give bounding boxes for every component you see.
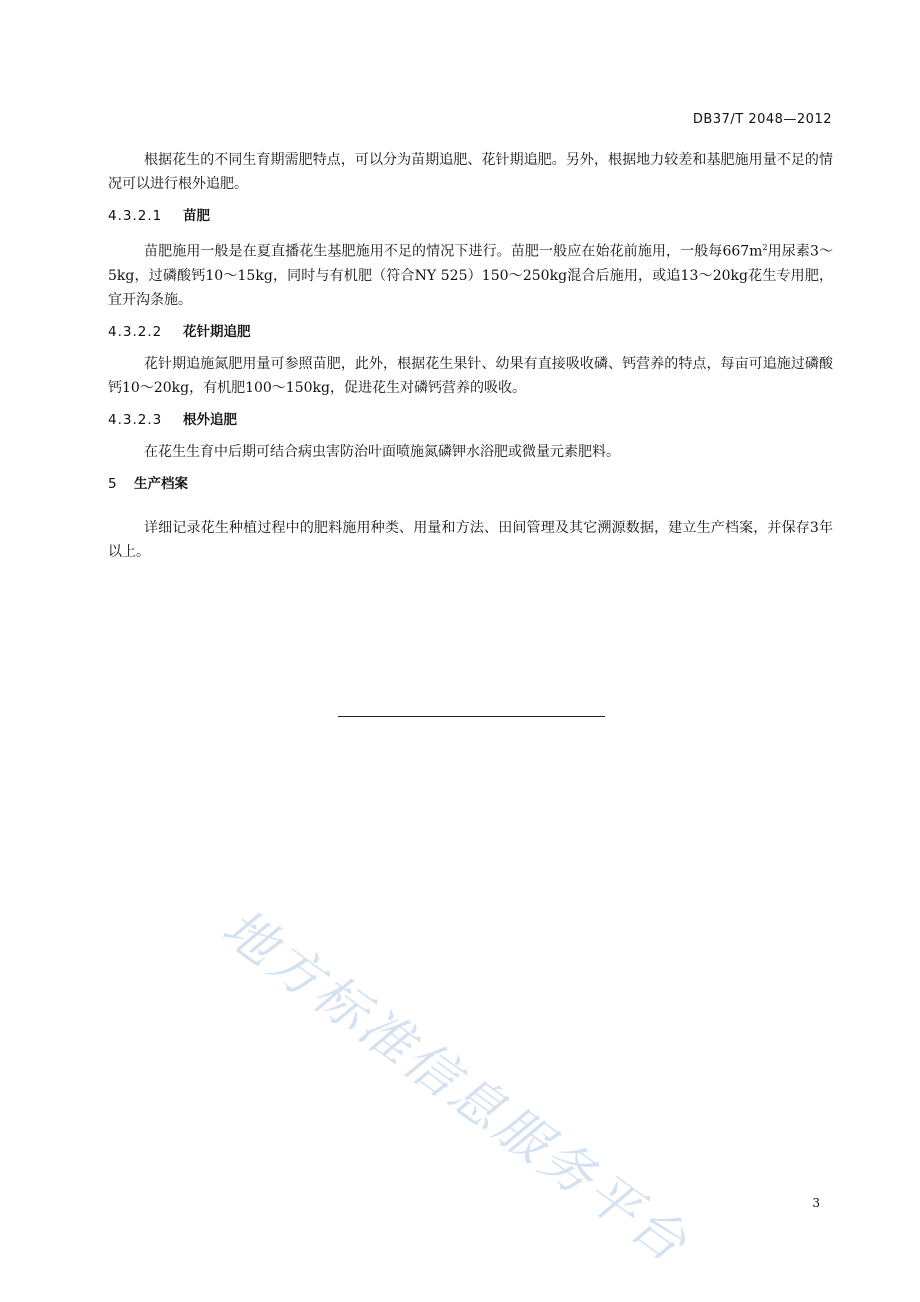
section-paragraph-5: 详细记录花生种植过程中的肥料施用种类、用量和方法、田间管理及其它溯源数据，建立生产档案，并保存3年以上。 xyxy=(108,519,833,560)
section-title: 花针期追肥 xyxy=(183,323,251,340)
section-paragraph-4-3-2-2: 花针期追施氮肥用量可参照苗肥，此外，根据花生果针、幼果有直接吸收磷、钙营养的特点，每亩可追施过磷酸钙10～20kg，有机肥100～150kg，促进花生对磷钙营养的吸收。 xyxy=(108,355,833,396)
end-of-document-rule xyxy=(338,716,605,717)
section-number: 5 xyxy=(108,475,118,492)
section-number: 4.3.2.3 xyxy=(108,411,163,428)
section-paragraph-4-3-2-3: 在花生生育中后期可结合病虫害防治叶面喷施氮磷钾水浴肥或微量元素肥料。 xyxy=(144,443,620,460)
document-body xyxy=(108,148,833,564)
paragraph-text-part: 用尿素3～5kg，过磷酸钙10～15kg，同时与有机肥（符合NY 525）150～250kg混合后施用，或追13～20kg花生专用肥，宜开沟条施。 xyxy=(108,243,833,308)
section-title: 生产档案 xyxy=(134,475,188,492)
page-number: 3 xyxy=(812,1196,820,1210)
section-title: 根外追肥 xyxy=(183,411,237,428)
intro-paragraph: 根据花生的不同生育期需肥特点，可以分为苗期追肥、花针期追肥。另外，根据地力较差和基肥施用量不足的情况可以进行根外追肥。 xyxy=(108,152,833,192)
section-heading-4-3-2-2 xyxy=(108,320,833,344)
watermark: 地方标准信息服务平台 xyxy=(211,897,700,1276)
document-code: DB37/T 2048—2012 xyxy=(692,112,832,127)
section-heading-5 xyxy=(108,472,833,496)
section-title: 苗肥 xyxy=(183,208,210,224)
paragraph-text-part: 苗肥施用一般是在夏直播花生基肥施用不足的情况下进行。苗肥一般应在始花前施用，一般每667m xyxy=(144,243,763,260)
section-heading-4-3-2-1 xyxy=(108,204,833,228)
superscript: 2 xyxy=(762,243,768,252)
section-number: 4.3.2.1 xyxy=(108,208,163,224)
section-heading-4-3-2-3 xyxy=(108,408,833,432)
section-paragraph-4-3-2-1 xyxy=(108,236,833,312)
section-number: 4.3.2.2 xyxy=(108,323,163,340)
